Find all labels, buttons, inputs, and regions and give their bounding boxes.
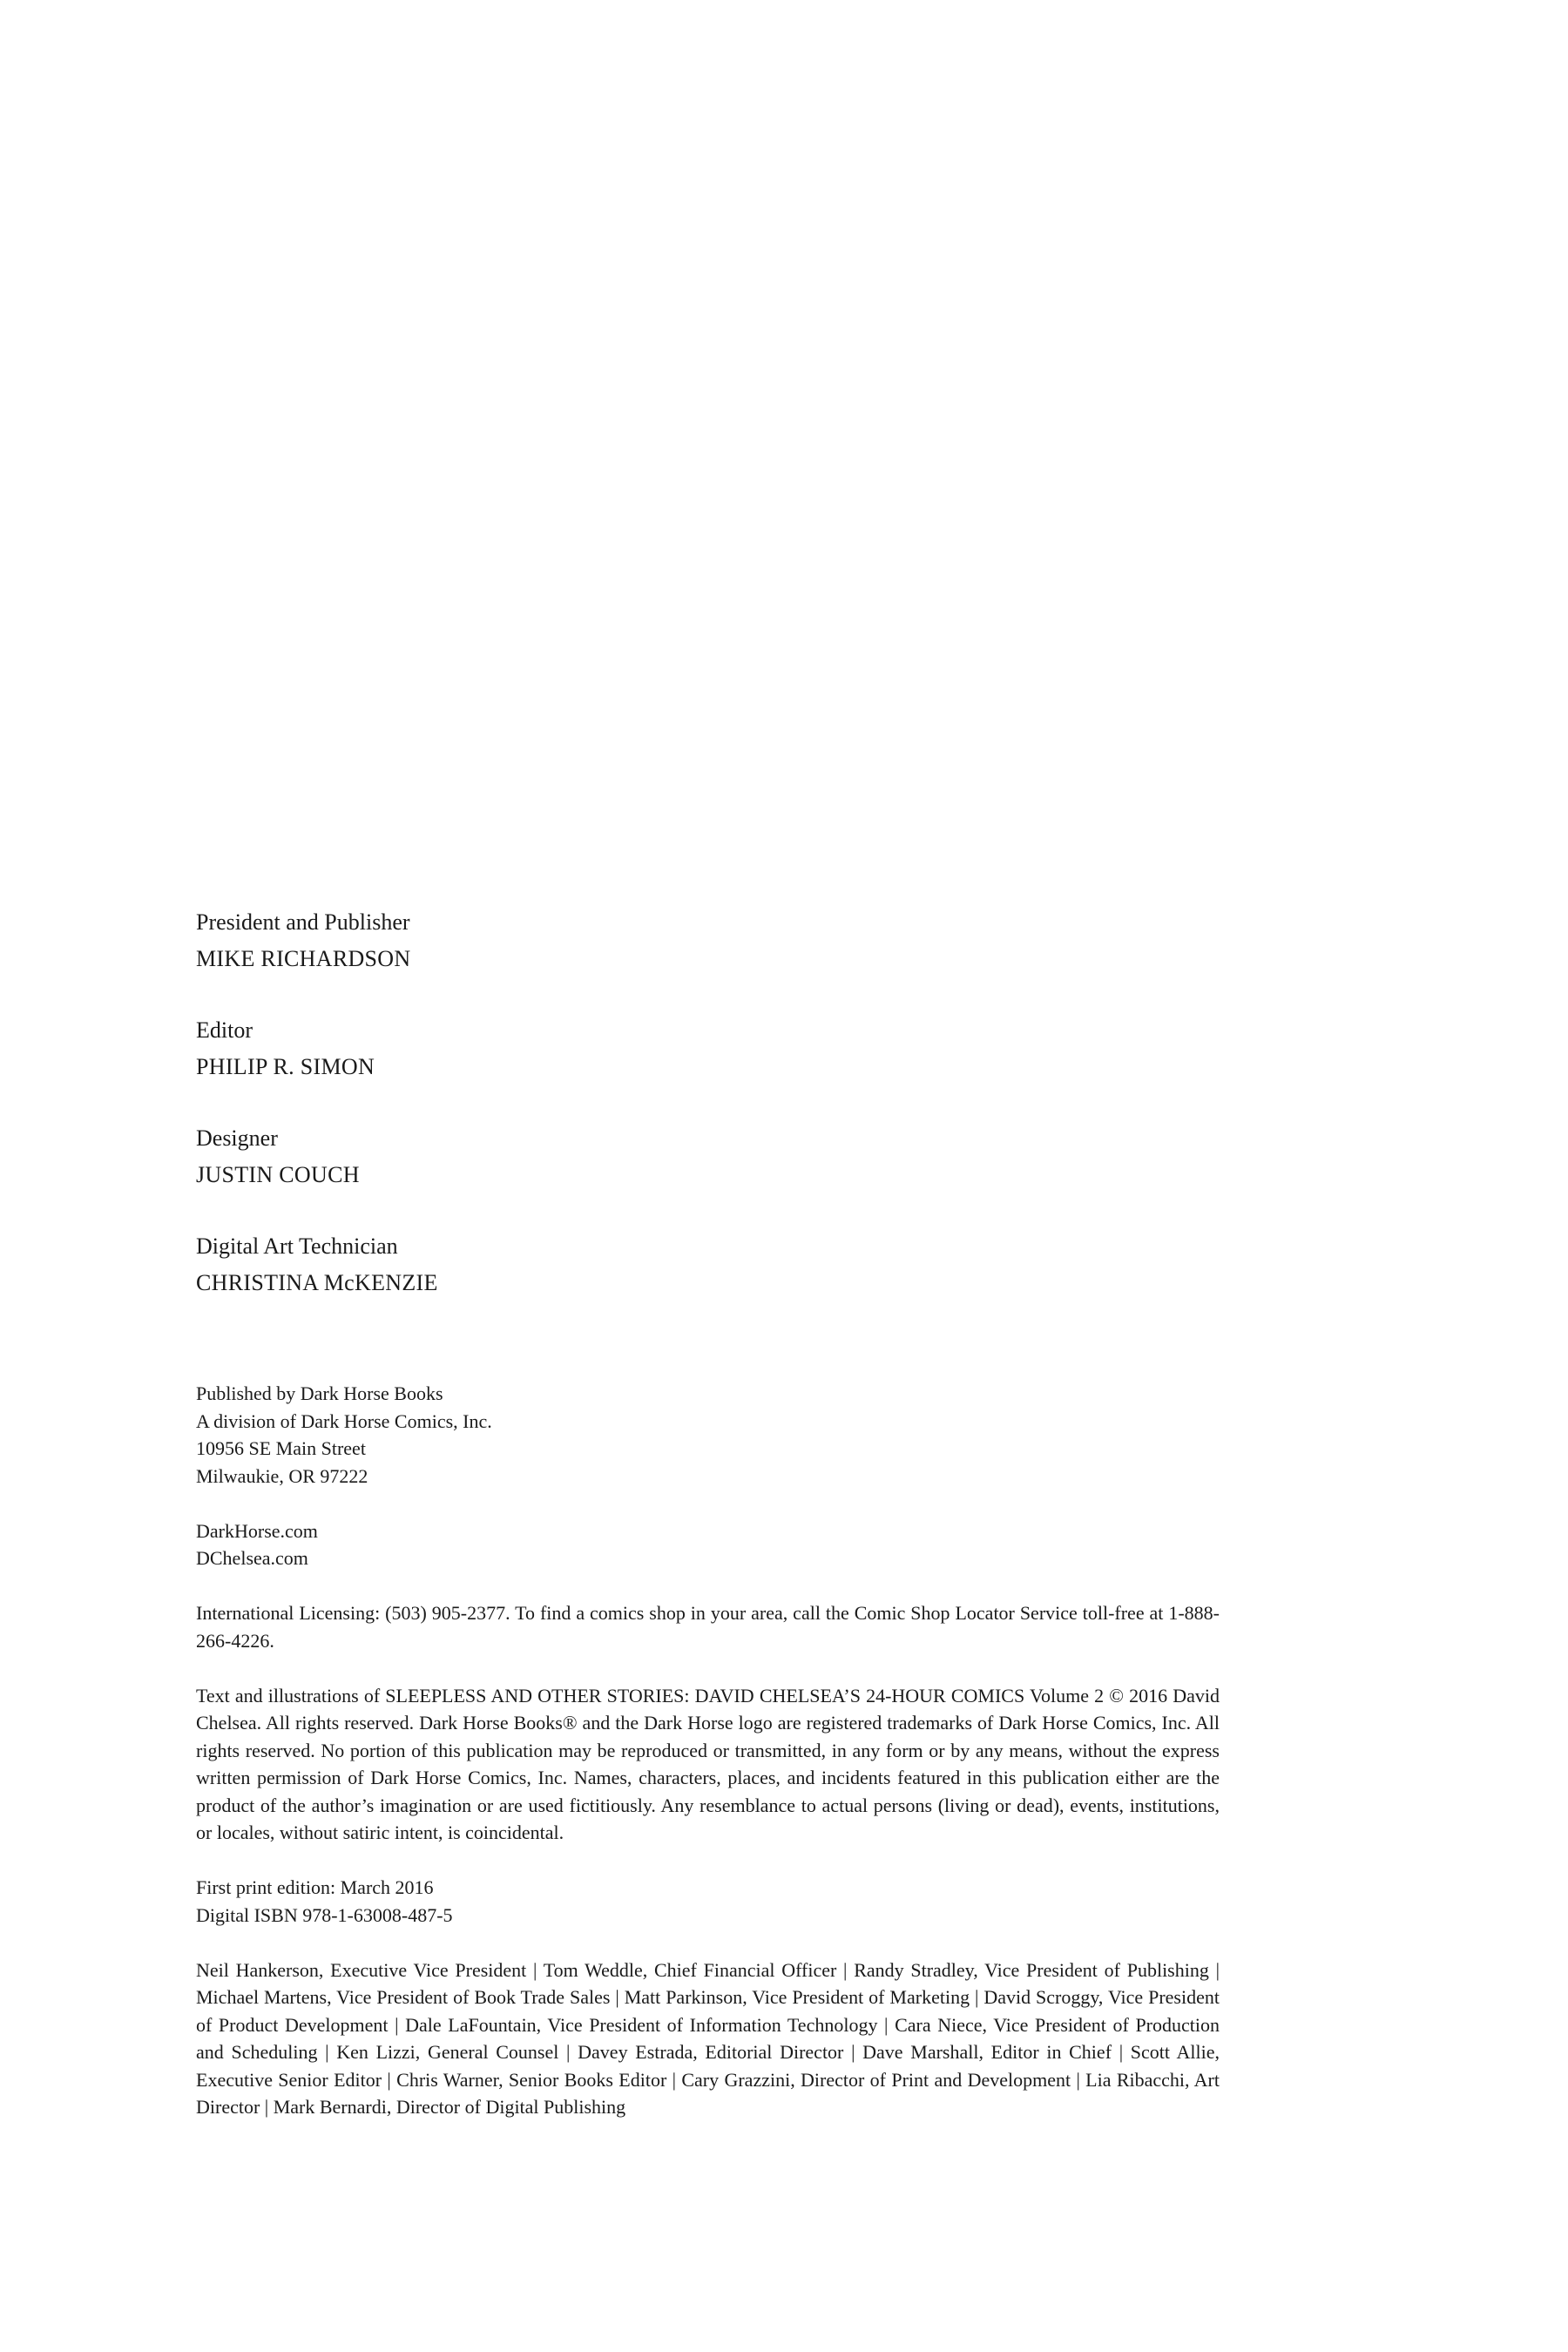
credit-digital-art-technician: [196, 1228, 1220, 1301]
licensing-text: International Licensing: (503) 905-2377. To find a comics shop in your area, call the Comic Shop Locator Service toll-free at 1-888-266-4226.: [196, 1602, 1220, 1652]
credit-name: MIKE RICHARDSON: [196, 946, 411, 971]
publisher-line: Published by Dark Horse Books: [196, 1382, 443, 1404]
credit-designer: [196, 1120, 1220, 1193]
publisher-line: Milwaukie, OR 97222: [196, 1464, 368, 1487]
websites: [196, 1517, 1220, 1572]
credit-editor: [196, 1012, 1220, 1085]
first-print-edition: First print edition: March 2016: [196, 1876, 434, 1898]
credit-publisher: [196, 904, 1220, 977]
publisher-address: [196, 1380, 1220, 1490]
publisher-line: A division of Dark Horse Comics, Inc.: [196, 1409, 492, 1432]
publisher-line: 10956 SE Main Street: [196, 1437, 366, 1459]
credit-role: Designer: [196, 1125, 278, 1151]
publication-info: [196, 1380, 1220, 2148]
credit-role: Editor: [196, 1017, 253, 1043]
digital-isbn: Digital ISBN 978-1-63008-487-5: [196, 1903, 453, 1926]
credit-name: PHILIP R. SIMON: [196, 1054, 375, 1079]
website-link: DChelsea.com: [196, 1547, 308, 1569]
credit-name: JUSTIN COUCH: [196, 1162, 360, 1187]
credit-role: President and Publisher: [196, 909, 410, 935]
credit-name: CHRISTINA McKENZIE: [196, 1270, 438, 1295]
copyright-text: Text and illustrations of SLEEPLESS AND OTHER STORIES: DAVID CHELSEA’S 24-HOUR COMICS Volume 2 © 2016 David Chelsea. All rights reserved. Dark Horse Books® and the Dark Horse logo are registered trademarks of Dark Horse Comics, Inc. All rights reserved. No portion of this publication may be reproduced or transmitted, in any form or by any means, without the express written permission of Dark Horse Comics, Inc. Names, characters, places, and incidents featured in this publication either are the product of the author’s imagination or are used fictitiously. Any resemblance to actual persons (living or dead), events, institutions, or locales, without satiric intent, is coincidental.: [196, 1684, 1220, 1843]
credit-role: Digital Art Technician: [196, 1233, 398, 1259]
staff-list: Neil Hankerson, Executive Vice President | Tom Weddle, Chief Financial Officer | Randy Stradley, Vice President of Publishing | Michael Martens, Vice President of Book Trade Sales | Matt Parkinson, Vice President of Marketing | David Scroggy, Vice President of Product Development | Dale LaFountain, Vice President of Information Technology | Cara Niece, Vice President of Production and Scheduling | Ken Lizzi, General Counsel | Davey Estrada, Editorial Director | Dave Marshall, Editor in Chief | Scott Allie, Executive Senior Editor | Chris Warner, Senior Books Editor | Cary Grazzini, Director of Print and Development | Lia Ribacchi, Art Director | Mark Bernardi, Director of Digital Publishing: [196, 1958, 1220, 2118]
credits-section: [196, 904, 1220, 1336]
edition-info: [196, 1874, 1220, 1929]
website-link: DarkHorse.com: [196, 1519, 318, 1542]
